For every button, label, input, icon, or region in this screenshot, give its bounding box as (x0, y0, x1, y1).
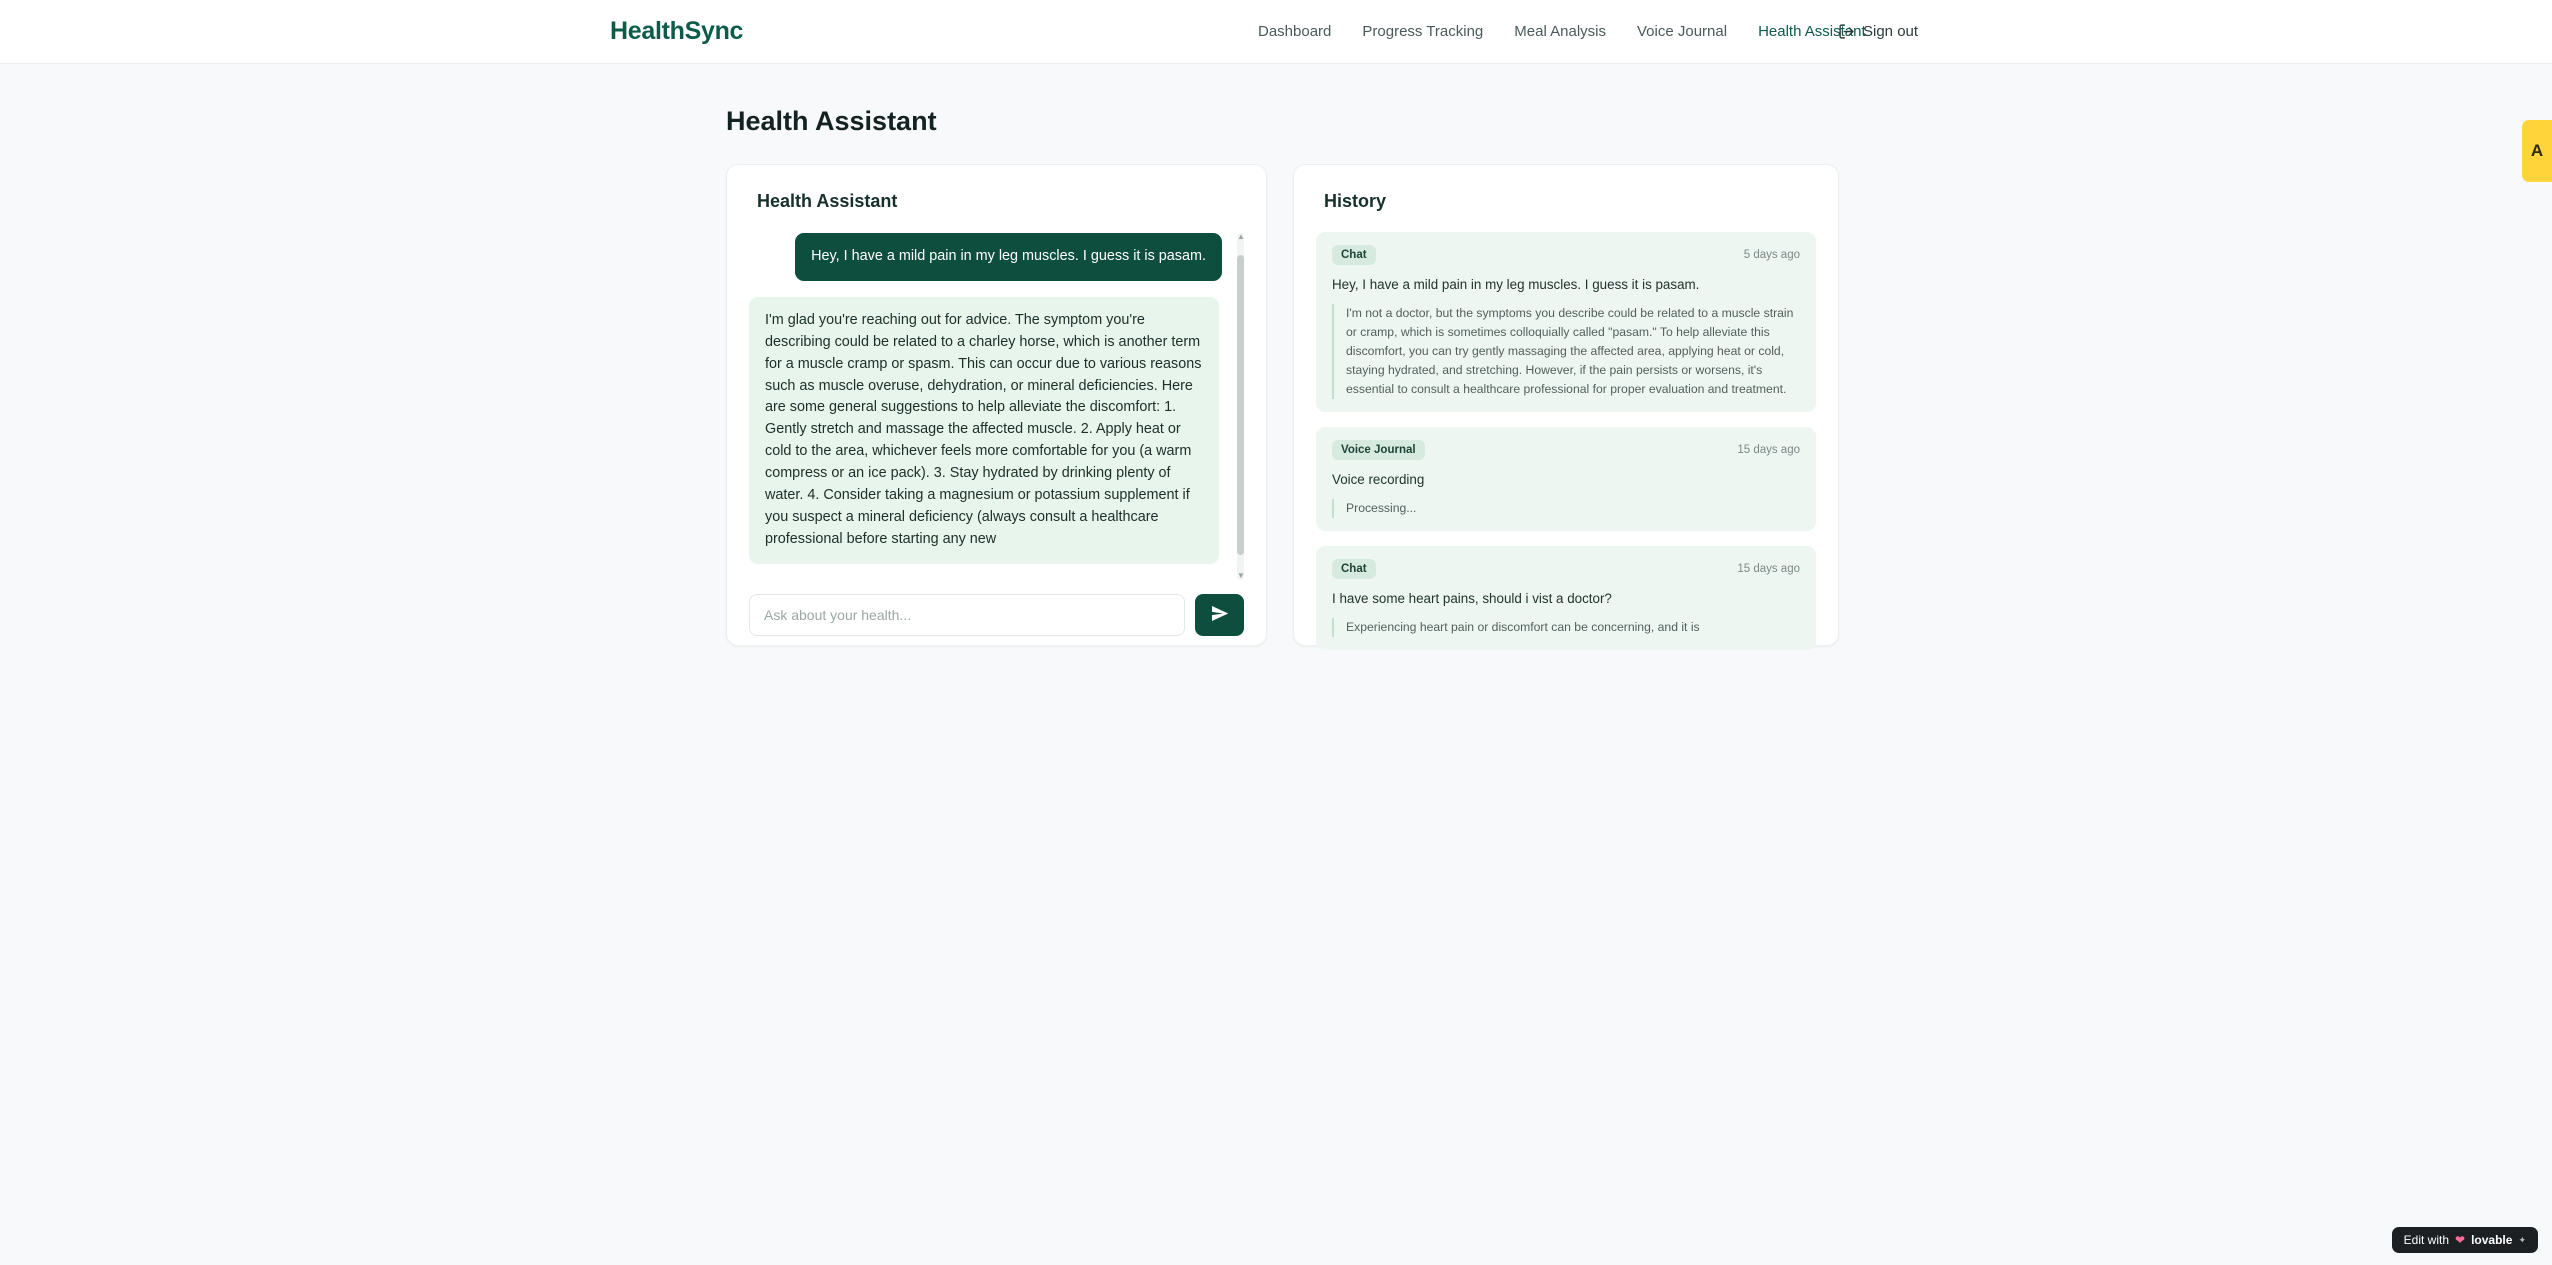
main-nav (1258, 23, 1866, 40)
chat-message-list (749, 233, 1244, 580)
sparkle-icon: ✦ (2518, 1234, 2526, 1245)
history-item-text: Hey, I have a mild pain in my leg muscles. I guess it is pasam. (1332, 277, 1700, 292)
sign-out-label: Sign out (1863, 23, 1919, 40)
history-item-timestamp: 5 days ago (1743, 249, 1800, 261)
history-item-header (1332, 559, 1800, 579)
nav-item-voice-journal[interactable]: Voice Journal (1637, 23, 1728, 40)
history-item[interactable] (1316, 427, 1816, 531)
history-item-text: I have some heart pains, should i vist a doctor? (1332, 590, 1612, 606)
history-item-timestamp: 15 days ago (1737, 562, 1800, 575)
history-item-header (1332, 440, 1800, 460)
nav-item-progress-tracking[interactable]: Progress Tracking (1362, 23, 1484, 40)
chat-scrollbar-thumb[interactable] (1237, 255, 1244, 555)
edit-with-label: Edit with (2403, 1233, 2450, 1247)
chat-bubble-user: Hey, I have a mild pain in my leg muscles. I guess it is pasam. (795, 233, 1222, 281)
history-item-text: Voice recording (1332, 471, 1425, 487)
sign-out-button[interactable] (1838, 23, 1918, 40)
page-content (0, 64, 2552, 646)
chat-input[interactable] (749, 594, 1185, 636)
history-item-reply: Experiencing heart pain or discomfort can be concerning, and it is (1332, 618, 1800, 637)
send-button[interactable] (1195, 594, 1244, 636)
chat-bubble-assistant: I'm glad you're reaching out for advice. The symptom you're describing could be related to a charley horse, which is another term for a muscle cramp or spasm. This can occur due to various reasons such as muscle overuse, dehydration, or mineral deficiencies. Here are some general suggestions to help alleviate the discomfort: 1. Gently stretch and massage the affected muscle. 2. Apply heat or cold to the area, whichever feels more comfortable for you (a warm compress or an ice pack). 3. Stay hydrated by drinking plenty of water. 4. Consider taking a magnesium or potassium supplement if you suspect a mineral deficiency (always consult a healthcare professional before starting any new (749, 297, 1219, 564)
history-item-reply: I'm not a doctor, but the symptoms you describe could be related to a muscle strain or cramp, which is sometimes colloquially called "pasam." To help alleviate this discomfort, you can try gently massaging the affected area, applying heat or cold, staying hydrated, and stretching. However, if the pain persists or worsens, it's essential to consult a healthcare professional for proper evaluation and treatment. (1332, 304, 1800, 399)
edit-with-lovable-badge[interactable] (2392, 1227, 2538, 1253)
send-icon (1210, 604, 1229, 626)
chat-message-user (749, 233, 1244, 281)
top-navigation-bar (0, 0, 2552, 64)
scroll-up-icon[interactable]: ▲ (1237, 232, 1245, 241)
history-item-reply: Processing... (1332, 499, 1800, 518)
health-assistant-card (726, 164, 1267, 646)
chat-message-assistant (749, 297, 1244, 564)
brand-logo[interactable]: HealthSync (610, 17, 744, 45)
history-list (1294, 212, 1838, 650)
chat-scrollbar[interactable] (1237, 233, 1244, 580)
status-badge: Chat (1332, 245, 1376, 265)
sign-out-icon (1838, 23, 1855, 40)
history-item[interactable] (1316, 546, 1816, 650)
nav-item-meal-analysis[interactable]: Meal Analysis (1514, 23, 1606, 40)
lovable-label: lovable (2471, 1233, 2513, 1247)
status-badge: Voice Journal (1332, 440, 1425, 460)
scroll-down-icon[interactable]: ▼ (1237, 570, 1245, 580)
nav-item-dashboard[interactable]: Dashboard (1258, 23, 1332, 40)
history-card (1293, 164, 1839, 646)
edge-tab-widget[interactable] (2522, 120, 2552, 182)
status-badge: Chat (1332, 559, 1376, 579)
assistant-card-title: Health Assistant (757, 191, 898, 211)
edge-tab-label: A (2530, 141, 2544, 160)
history-item-timestamp: 15 days ago (1737, 443, 1800, 456)
nav-item-health-assistant[interactable]: Health Assistant (1758, 23, 1866, 40)
history-item-header (1332, 245, 1800, 265)
heart-icon: ❤ (2455, 1233, 2466, 1247)
page-title: Health Assistant (726, 106, 937, 136)
chat-composer (727, 580, 1266, 658)
content-columns (726, 164, 2552, 646)
history-card-title: History (1324, 191, 1387, 211)
history-item[interactable] (1316, 232, 1816, 412)
